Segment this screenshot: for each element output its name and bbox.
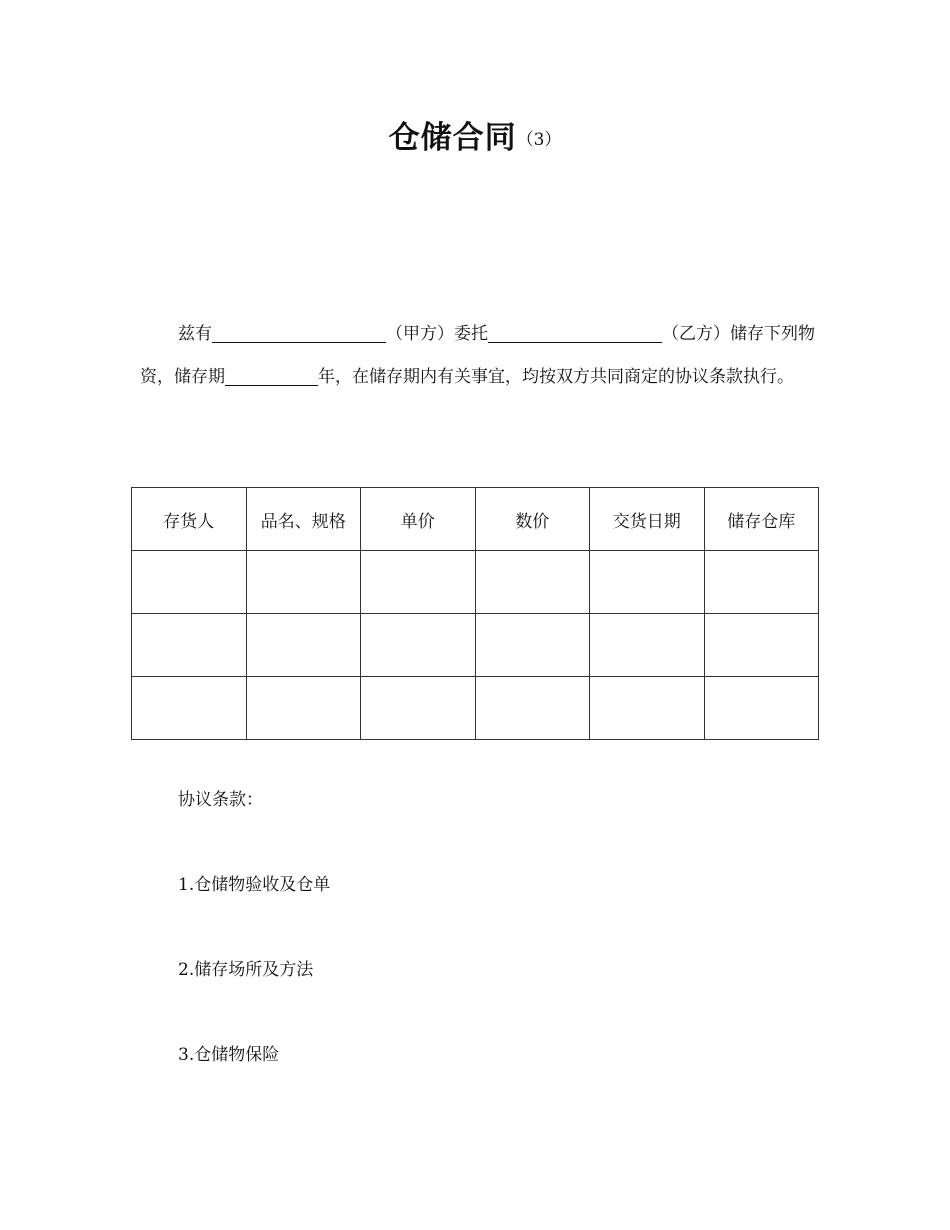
table-row [132, 551, 819, 614]
goods-table [131, 487, 819, 740]
party-a-blank[interactable] [212, 320, 386, 343]
document-title [0, 112, 950, 157]
table-header-row [132, 488, 819, 551]
table-cell[interactable] [590, 677, 705, 740]
table-cell[interactable] [704, 677, 819, 740]
table-row [132, 614, 819, 677]
header-delivery-date: 交货日期 [590, 488, 705, 551]
term-item-2: 2.储存场所及方法 [178, 960, 314, 980]
term-item-1: 1.仓储物验收及仓单 [178, 875, 331, 895]
table-cell[interactable] [246, 614, 361, 677]
header-name-spec: 品名、规格 [246, 488, 361, 551]
table-cell[interactable] [704, 614, 819, 677]
header-quantity-price: 数价 [475, 488, 590, 551]
intro-tail: 年，在储存期内有关事宜，均按双方共同商定的协议条款执行。 [318, 367, 794, 387]
intro-party-b: （乙方）储存下列物资，储存期 [140, 324, 815, 387]
table-cell[interactable] [361, 551, 476, 614]
title-main: 仓储合同 [388, 120, 517, 156]
table-cell[interactable] [132, 614, 247, 677]
term-item-3: 3.仓储物保险 [178, 1045, 280, 1065]
storage-period-blank[interactable] [225, 363, 318, 386]
header-unit-price: 单价 [361, 488, 476, 551]
table-cell[interactable] [246, 677, 361, 740]
intro-lead: 兹有 [178, 324, 212, 344]
intro-party-a: （甲方）委托 [386, 324, 488, 344]
table-cell[interactable] [590, 614, 705, 677]
party-b-blank[interactable] [488, 320, 662, 343]
terms-heading: 协议条款： [178, 790, 263, 810]
intro-paragraph [140, 313, 815, 399]
table-cell[interactable] [361, 614, 476, 677]
header-storage-warehouse: 储存仓库 [704, 488, 819, 551]
table-cell[interactable] [475, 614, 590, 677]
table-cell[interactable] [590, 551, 705, 614]
table-cell[interactable] [704, 551, 819, 614]
table-cell[interactable] [246, 551, 361, 614]
table-cell[interactable] [475, 677, 590, 740]
table-cell[interactable] [132, 551, 247, 614]
table-cell[interactable] [132, 677, 247, 740]
title-number: （3） [516, 130, 562, 150]
table-cell[interactable] [475, 551, 590, 614]
header-depositor: 存货人 [132, 488, 247, 551]
table-cell[interactable] [361, 677, 476, 740]
table-row [132, 677, 819, 740]
